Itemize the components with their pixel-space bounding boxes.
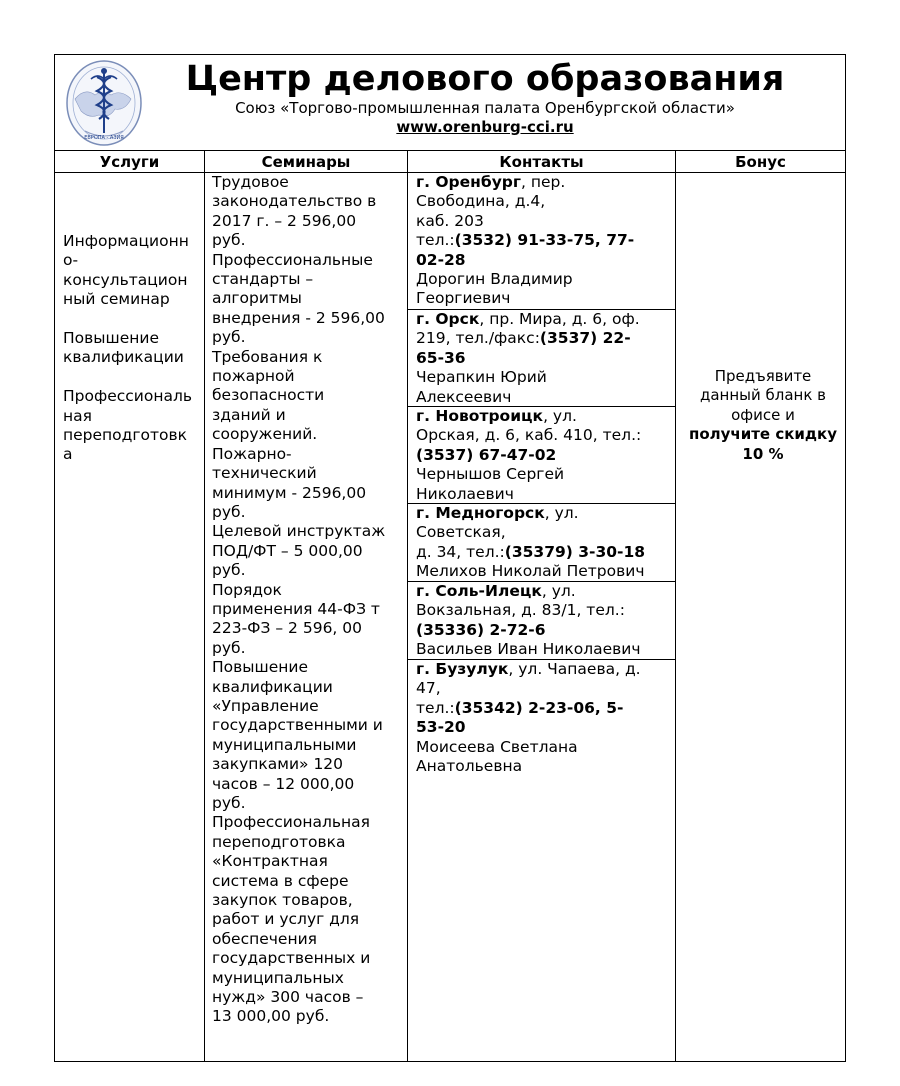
document-frame xyxy=(54,54,846,1062)
contact-address: , ул. Советская, д. 34, тел.: xyxy=(416,504,579,561)
contact-person: Моисеева Светлана Анатольевна xyxy=(416,737,578,776)
column-header-bonus: Бонус xyxy=(735,153,786,171)
contact-phone: (35342) 2-23-06, 5- 53-20 xyxy=(416,698,624,737)
contact-novotroitsk xyxy=(416,407,678,504)
contact-phone: (3537) 67-47-02 xyxy=(416,445,557,464)
website-link[interactable]: www.orenburg-cci.ru xyxy=(396,118,574,136)
column-divider xyxy=(407,150,408,1061)
contact-address: , ул. Чапаева, д. 47, тел.: xyxy=(416,660,641,717)
header-divider xyxy=(55,150,845,151)
contact-address: , пр. Мира, д. 6, оф. 219, тел./факс: xyxy=(416,310,640,348)
contact-address: , ул. Вокзальная, д. 83/1, тел.: xyxy=(416,582,625,620)
bonus-text: Предъявите данный бланк в офисе и xyxy=(699,367,827,424)
contact-address: , пер. Свободина, д.4, каб. 203 тел.: xyxy=(416,173,566,250)
bonus-offer xyxy=(685,367,841,464)
contact-city: г. Орск xyxy=(416,310,480,328)
contact-address: , ул. Орская, д. 6, каб. 410, тел.: xyxy=(416,407,642,445)
column-header-services: Услуги xyxy=(99,153,160,171)
column-header-contacts: Контакты xyxy=(499,153,584,171)
contact-buzuluk xyxy=(416,660,678,776)
contact-phone: (35379) 3-30-18 xyxy=(504,542,646,561)
bonus-discount: получите скидку 10 % xyxy=(689,425,837,463)
contact-city: г. Новотроицк xyxy=(416,407,544,425)
contact-person: Дорогин Владимир Георгиевич xyxy=(416,270,573,308)
contact-phone: (35336) 2-72-6 xyxy=(416,620,546,639)
contact-person: Мелихов Николай Петрович xyxy=(416,562,645,581)
header xyxy=(55,55,845,150)
contact-city: г. Бузулук xyxy=(416,660,509,678)
chamber-logo-icon xyxy=(65,59,143,147)
contact-person: Чернышов Сергей Николаевич xyxy=(416,465,565,503)
logo-caption: ЕВРОПА - АЗИЯ xyxy=(84,135,124,141)
page-title: Центр делового образования xyxy=(185,59,785,99)
contact-sol-iletsk xyxy=(416,582,678,660)
contact-orsk xyxy=(416,310,678,407)
contact-mednogorsk xyxy=(416,504,678,582)
contact-phone: (3532) 91-33-75, 77- 02-28 xyxy=(416,231,635,269)
contact-city: г. Соль-Илецк xyxy=(416,582,542,600)
services-list: Информационн о- консультацион ный семинар Повышение квалификации Профессиональ ная переподготовк а xyxy=(63,232,193,464)
contact-person: Черапкин Юрий Алексеевич xyxy=(416,368,547,406)
contact-city: г. Оренбург xyxy=(416,173,521,191)
page-subtitle: Союз «Торгово-промышленная палата Оренбургской области» xyxy=(235,99,735,117)
column-header-seminars: Семинары xyxy=(261,153,351,171)
contact-phone: (3537) 22- 65-36 xyxy=(416,329,631,367)
contact-orenburg xyxy=(416,173,678,309)
contact-person: Васильев Иван Николаевич xyxy=(416,640,641,659)
seminars-list: Трудовое законодательство в 2017 г. – 2 596,00 руб. Профессиональные стандарты – алгоритмы внедрения - 2 596,00 руб. Требования к пожарной безопасности зданий и сооружений. Пожарно- технический минимум - 2596,00 руб. Целевой инструктаж ПОД/ФТ – 5 000,00 руб. Порядок применения 44-ФЗ т 223-ФЗ – 2 596, 00 руб. Повышение квалификации «Управление государственными и муниципальными закупками» 120 часов – 12 000,00 руб. Профессиональная переподготовка «Контрактная система в сфере закупок товаров, работ и услуг для обеспечения государственных и муниципальных нужд» 300 часов – 13 000,00 руб. xyxy=(212,173,386,1026)
contact-city: г. Медногорск xyxy=(416,504,545,522)
